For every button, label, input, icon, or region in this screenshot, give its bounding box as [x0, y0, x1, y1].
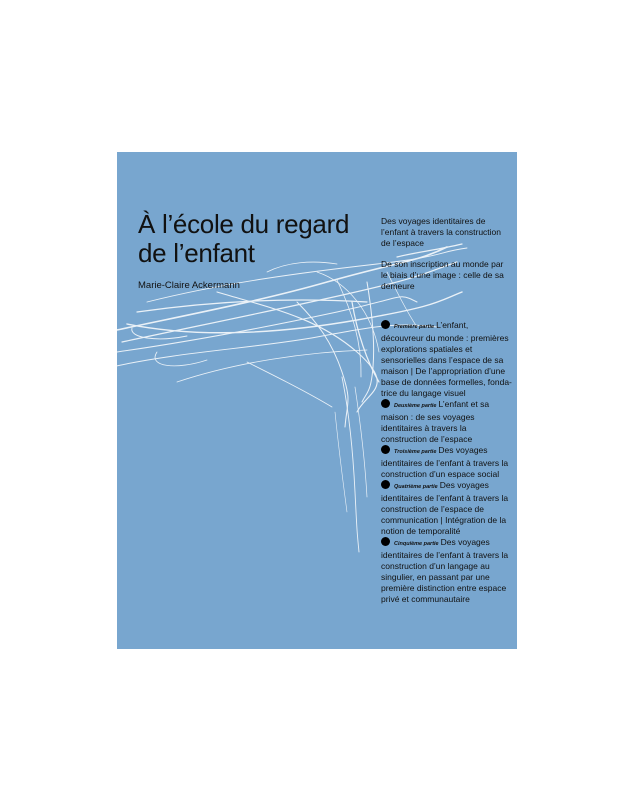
- bullet-dot-icon: [381, 320, 390, 329]
- toc-part-1: [381, 320, 513, 399]
- table-of-contents: [381, 320, 513, 605]
- part-label: Quatrième partie: [394, 484, 438, 490]
- book-title-line-1: À l’école du regard: [138, 209, 350, 239]
- book-title: [138, 210, 378, 268]
- toc-part-2: [381, 399, 513, 445]
- part-text: Des voyages identitaires de l’enfant à travers la construction de l’espace de communication | Intégration de la notion de temporalité: [381, 480, 509, 536]
- intro-paragraph-1: Des voyages identitaires de l’enfant à travers la construction de l’espace: [381, 216, 502, 248]
- bullet-dot-icon: [381, 480, 390, 489]
- intro-block: [381, 216, 511, 302]
- bullet-dot-icon: [381, 445, 390, 454]
- part-label: Deuxième partie: [394, 403, 437, 409]
- part-text: L’enfant et sa maison : de ses voyages identitaires à travers la construction de l’espace: [381, 399, 490, 444]
- part-text: Des voyages identitaires de l’enfant à travers la construction d’un langage au singulier, en passant par une première distinction entre espace privé et communautaire: [381, 537, 509, 604]
- intro-paragraph-2: De son inscription au monde par le biais d’une image : celle de sa demeure: [381, 259, 504, 291]
- toc-part-5: [381, 537, 513, 605]
- part-label: Première partie: [394, 324, 435, 330]
- author-name: Marie-Claire Ackermann: [138, 280, 240, 291]
- bullet-dot-icon: [381, 537, 390, 546]
- part-label: Troisième partie: [394, 449, 437, 455]
- part-text: Des voyages identitaires de l’enfant à travers la construction d’un espace social: [381, 445, 509, 479]
- toc-part-4: [381, 480, 513, 537]
- toc-part-3: [381, 445, 513, 480]
- book-cover: [117, 152, 517, 649]
- book-title-line-2: de l’enfant: [138, 238, 255, 268]
- part-text: L’enfant, découvreur du monde : premières explorations spatiales et sensorielles dans l’espace de sa maison | De l’appropriation d’une base de données formelles, fonda-trice du langage visuel: [381, 320, 512, 398]
- bullet-dot-icon: [381, 399, 390, 408]
- part-label: Cinquième partie: [394, 541, 439, 547]
